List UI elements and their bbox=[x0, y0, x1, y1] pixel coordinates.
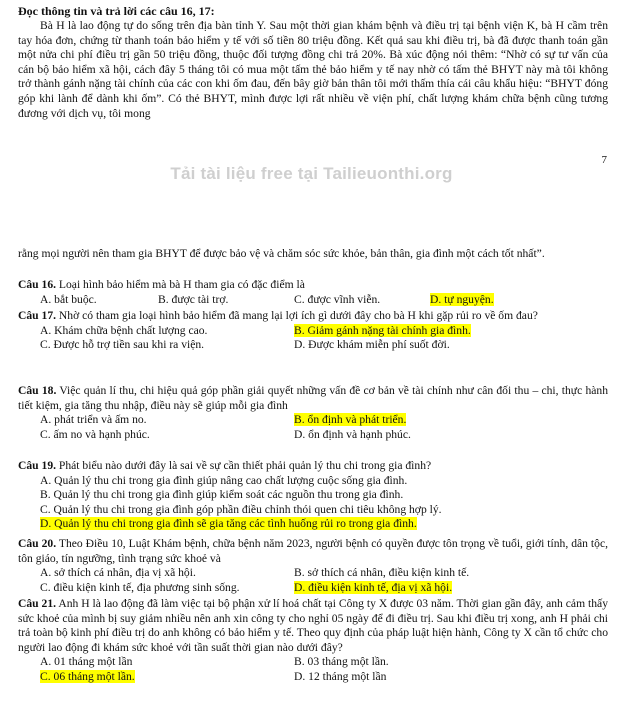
option-a: A. 01 tháng một lần bbox=[40, 655, 133, 669]
question-21 bbox=[18, 597, 608, 685]
option-d-answer: D. Quản lý thu chi trong gia đình sẽ gia tăng các tình huống rủi ro trong gia đình. bbox=[40, 517, 417, 531]
options-row bbox=[18, 413, 608, 442]
question-label: Câu 19. bbox=[18, 459, 57, 472]
question-19 bbox=[18, 459, 608, 532]
option-c: C. Quản lý thu chi trong gia đình góp phần điều chỉnh thói quen chi tiêu không hợp lý. bbox=[40, 502, 442, 516]
question-18 bbox=[18, 384, 608, 442]
option-a: A. bắt buộc. bbox=[40, 292, 97, 306]
question-label: Câu 18. bbox=[18, 384, 57, 397]
passage-top: Bà H là lao động tự do sống trên địa bàn tỉnh Y. Sau một thời gian khám bệnh và điều trị tại bệnh viện K, bà H cầm trên tay hóa đơn, chứng từ thanh toán bảo hiểm y tế với số tiền 80 triệu đồng. Kết quả sau khi điều trị, bà đã được thanh toán gần một nửa chi phí điều trị gần 50 triệu đồng, thuộc đối tượng đồng chi trả 20%. Bà xúc động nói thêm: “Nhờ có sự tư vấn của cán bộ bảo hiểm xã hội, cách đây 5 tháng tôi có mua một tấm thẻ bảo hiểm y tế nay nhờ có tấm thẻ BHYT này mà tôi không trở thành gánh nặng tài chính của các con khi ốm đau, đến bây giờ bản thân tôi mới thấm thía cái câu khẩu hiệu: “BHYT đóng góp khi lành để dành khi ốm”. Có thẻ BHYT, mình được lợi rất nhiều về viện phí, chất lượng khám chữa bệnh cũng tương đương với dịch vụ, tôi mong bbox=[18, 19, 608, 120]
option-b-answer: B. Giảm gánh nặng tài chính gia đình. bbox=[294, 323, 471, 337]
options-row bbox=[18, 324, 608, 353]
option-c: C. Được hỗ trợ tiền sau khi ra viện. bbox=[40, 338, 205, 352]
question-text: Loại hình bảo hiểm mà bà H tham gia có đặc điểm là bbox=[56, 278, 305, 291]
option-c-answer: C. 06 tháng một lần. bbox=[40, 669, 135, 683]
option-c: C. ấm no và hạnh phúc. bbox=[40, 427, 150, 441]
question-label: Câu 16. bbox=[18, 278, 57, 291]
options-row bbox=[18, 655, 608, 684]
option-a: A. Khám chữa bệnh chất lượng cao. bbox=[40, 323, 208, 337]
option-c: C. được vĩnh viễn. bbox=[294, 292, 381, 306]
option-b: B. được tài trợ. bbox=[158, 292, 229, 306]
watermark-text: Tải tài liệu free tại Tailieuonthi.org bbox=[170, 164, 453, 183]
option-c: C. điều kiện kinh tế, địa phương sinh sống. bbox=[40, 580, 240, 594]
option-b: B. Quản lý thu chi trong gia đình giúp kiểm soát các nguồn thu trong gia đình. bbox=[40, 488, 404, 502]
option-a: A. sở thích cá nhân, địa vị xã hội. bbox=[40, 566, 196, 580]
question-label: Câu 21. bbox=[18, 597, 57, 610]
watermark-banner bbox=[0, 160, 623, 188]
question-16 bbox=[18, 278, 608, 307]
option-d-answer: D. tự nguyện. bbox=[430, 292, 494, 306]
question-label: Câu 17. bbox=[18, 309, 57, 322]
option-a: A. Quản lý thu chi trong gia đình giúp nâng cao chất lượng cuộc sống gia đình. bbox=[40, 473, 408, 487]
option-d: D. Được khám miễn phí suốt đời. bbox=[294, 338, 450, 352]
question-text: Việc quản lí thu, chi hiệu quả góp phần giải quyết những vấn đề cơ bản về tài chính như cân đối thu – chi, thực hành tiết kiệm, gia tăng thu nhập, điều này sẽ giúp mỗi gia đình bbox=[18, 384, 608, 412]
question-label: Câu 20. bbox=[18, 537, 57, 550]
question-text: Nhờ có tham gia loại hình bảo hiểm đã mang lại lợi ích gì dưới đây cho bà H khi gặp rủi ro về ốm đau? bbox=[56, 309, 538, 322]
question-20 bbox=[18, 537, 608, 595]
question-text: Theo Điều 10, Luật Khám bệnh, chữa bệnh năm 2023, người bệnh có quyền được tôn trọng về tuổi, giới tính, dân tộc, tôn giáo, tín ngưỡng, tình trạng sức khoẻ và bbox=[18, 537, 608, 565]
option-b-answer: B. ổn định và phát triển. bbox=[294, 413, 407, 427]
question-17 bbox=[18, 309, 608, 353]
option-b: B. 03 tháng một lần. bbox=[294, 655, 389, 669]
options-row bbox=[18, 566, 608, 595]
options-row bbox=[18, 293, 608, 308]
option-d: D. 12 tháng một lần bbox=[294, 669, 387, 683]
section-heading: Đọc thông tin và trả lời các câu 16, 17: bbox=[18, 4, 215, 18]
option-d-answer: D. điều kiện kinh tế, địa vị xã hội. bbox=[294, 580, 453, 594]
passage-bottom: rằng mọi người nên tham gia BHYT để được bảo vệ và chăm sóc sức khỏe, bản thân, gia đình một cách tốt nhất”. bbox=[18, 247, 545, 260]
option-a: A. phát triển và ấm no. bbox=[40, 413, 147, 427]
option-d: D. ổn định và hạnh phúc. bbox=[294, 427, 411, 441]
option-b: B. sở thích cá nhân, điều kiện kinh tế. bbox=[294, 566, 470, 580]
question-text: Phát biểu nào dưới đây là sai về sự cần thiết phải quản lý thu chi trong gia đình? bbox=[56, 459, 432, 472]
question-text: Anh H là lao động đã làm việc tại bộ phận xử lí hoá chất tại Công ty X được 03 năm. Thời gian gần đây, anh cảm thấy sức khoẻ của mình bị suy giảm nhiều nên anh xin công ty cho nghỉ 05 ngày để đi điều trị. Sau khi điều trị xong, anh H phải chi trả toàn bộ kinh phí điều trị do anh không có bảo hiểm y tế. Theo quy định của pháp luật hiện hành, Công ty X cần tổ chức cho người lao động đi khám sức khoẻ với tần suất thời gian nào dưới đây? bbox=[18, 597, 608, 654]
page-number: 7 bbox=[601, 154, 607, 166]
